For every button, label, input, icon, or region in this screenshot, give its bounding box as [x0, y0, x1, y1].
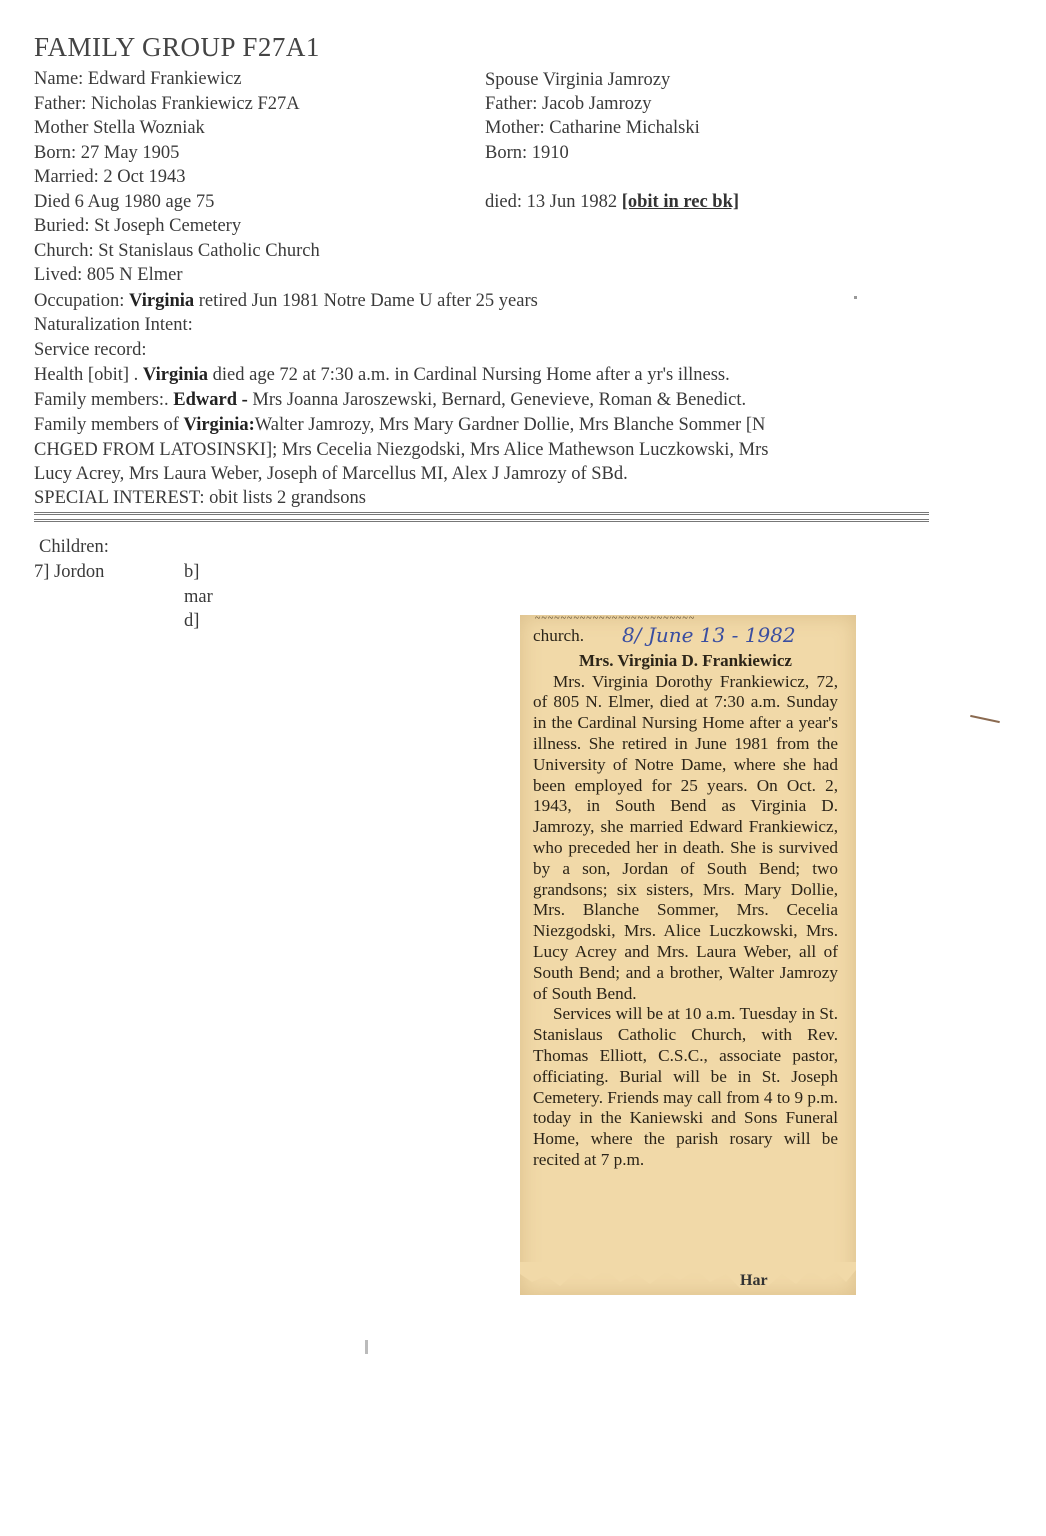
occupation-label: Occupation:	[34, 291, 130, 311]
died-line: Died 6 Aug 1980 age 75	[34, 192, 215, 212]
church-line: Church: St Stanislaus Catholic Church	[34, 241, 320, 261]
born-line: Born: 27 May 1905	[34, 143, 180, 163]
mother-line: Mother Stella Wozniak	[34, 118, 205, 138]
child-died: d]	[184, 611, 200, 631]
spouse-father-line: Father: Jacob Jamrozy	[485, 94, 652, 114]
health-bold: Virginia	[142, 365, 209, 385]
clipping-text	[533, 626, 838, 1171]
family1-bold: Edward -	[173, 390, 253, 410]
spouse-died-line	[485, 190, 739, 214]
family-members-virginia-line2: CHGED FROM LATOSINSKI]; Mrs Cecelia Niezgodski, Mrs Alice Mathewson Luczkowski, Mrs	[34, 440, 769, 460]
spouse-died-text: died: 13 Jun 1982	[485, 192, 622, 212]
special-interest-line: SPECIAL INTEREST: obit lists 2 grandsons	[34, 488, 366, 508]
spouse-mother-line: Mother: Catharine Michalski	[485, 118, 700, 138]
spouse-line: Spouse Virginia Jamrozy	[485, 70, 671, 90]
health-text: died age 72 at 7:30 a.m. in Cardinal Nursing Home after a yr's illness.	[208, 365, 730, 385]
family-members-edward	[34, 388, 746, 412]
divider	[34, 512, 929, 522]
name-line: Name: Edward Frankiewicz	[34, 69, 242, 89]
family2-label: Family members of	[34, 415, 184, 435]
clipping-torn-edge	[520, 1262, 856, 1294]
clipping-first-word: church.	[533, 626, 585, 645]
married-line: Married: 2 Oct 1943	[34, 167, 186, 187]
naturalization-line: Naturalization Intent:	[34, 315, 193, 335]
page-title: FAMILY GROUP F27A1	[34, 32, 320, 62]
family1-label: Family members:.	[34, 390, 174, 410]
child-name: 7] Jordon	[34, 562, 105, 582]
family-members-virginia	[34, 413, 765, 437]
father-line: Father: Nicholas Frankiewicz F27A	[34, 94, 300, 114]
occupation-line	[34, 289, 538, 313]
occupation-text: retired Jun 1981 Notre Dame U after 25 years	[194, 291, 538, 311]
clipping-cut-text: ~~~~~~~~~~~~~~~~~~~~~~~~~	[535, 613, 696, 624]
clipping-paragraph-2: Services will be at 10 a.m. Tuesday in St. Stanislaus Catholic Church, with Rev. Thomas Elliott, C.S.C., associate pastor, officiating. Burial will be in St. Joseph Cemetery. Friends may call from 4 to 9 p.m. today in the Kaniewski and Sons Funeral Home, where the parish rosary will be recited at 7 p.m.	[533, 1004, 838, 1169]
lived-line: Lived: 805 N Elmer	[34, 265, 183, 285]
stray-mark	[970, 715, 1000, 723]
buried-line: Buried: St Joseph Cemetery	[34, 216, 242, 236]
family2-text: Walter Jamrozy, Mrs Mary Gardner Dollie, Mrs Blanche Sommer [N	[254, 415, 766, 435]
service-line: Service record:	[34, 340, 147, 360]
stray-dot	[854, 296, 857, 299]
obit-link[interactable]: [obit in rec bk]	[621, 192, 740, 212]
health-line	[34, 363, 730, 387]
handwritten-date: 8/ June 13 - 1982	[622, 623, 796, 647]
child-married: mar	[184, 587, 213, 607]
family1-text: Mrs Joanna Jaroszewski, Bernard, Genevieve, Roman & Benedict.	[252, 390, 747, 410]
clipping-headline: Mrs. Virginia D. Frankiewicz	[579, 650, 792, 670]
clipping-paragraph-1: Mrs. Virginia Dorothy Frankiewicz, 72, of 805 N. Elmer, died at 7:30 a.m. Sunday in the Cardinal Nursing Home after a year's illness. She retired in June 1981 from the University of Notre Dame, where she had been employed for 25 years. On Oct. 2, 1943, in South Bend as Virginia D. Jamrozy, she married Edward Frankiewicz, who preceded her in death. She is survived by a son, Jordan of South Bend; two grandsons; six sisters, Mrs. Mary Dollie, Mrs. Blanche Sommer, Mrs. Cecelia Niezgodski, Mrs. Alice Luczkowski, Mrs. Lucy Acrey and Mrs. Laura Weber, all of South Bend; and a brother, Walter Jamrozy of South Bend.	[533, 671, 838, 1003]
spouse-born-line: Born: 1910	[485, 143, 569, 163]
clipping-footer: Har	[740, 1272, 768, 1289]
children-header: Children:	[39, 537, 109, 557]
child-born: b]	[184, 562, 200, 582]
family2-bold: Virginia:	[183, 415, 255, 435]
family-members-virginia-line3: Lucy Acrey, Mrs Laura Weber, Joseph of Marcellus MI, Alex J Jamrozy of SBd.	[34, 464, 628, 484]
health-label: Health [obit] .	[34, 365, 143, 385]
occupation-bold: Virginia	[129, 291, 195, 311]
stray-speck	[365, 1340, 368, 1354]
